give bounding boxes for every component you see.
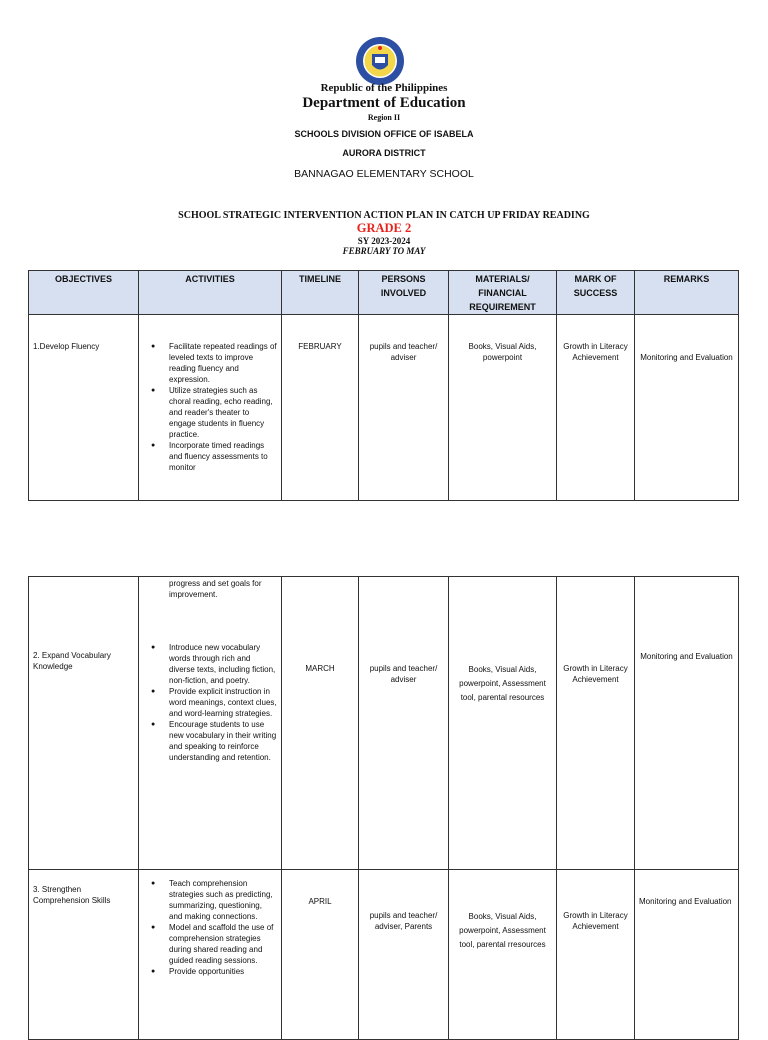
persons-cell: pupils and teacher/ adviser: [359, 315, 449, 501]
mark-cell: Growth in Literacy Achievement: [557, 577, 635, 870]
continuation-text: progress and set goals for improvement.: [169, 579, 262, 599]
department-heading: Department of Education: [302, 95, 466, 111]
region-heading: Region II: [367, 113, 401, 122]
activity-item: ● Facilitate repeated readings of leveled texts to improve reading fluency and expression.: [169, 341, 277, 385]
col-timeline: TIMELINE: [282, 271, 359, 315]
timeline-cell: APRIL: [282, 870, 359, 1040]
action-plan-table-page2: [28, 576, 739, 1040]
timeline-cell: MARCH: [282, 577, 359, 870]
activities-cell: [139, 577, 282, 870]
objective-cell: 3. Strengthen Comprehension Skills: [29, 870, 139, 1040]
col-remarks: REMARKS: [635, 271, 739, 315]
months-range: FEBRUARY TO MAY: [342, 246, 426, 256]
activities-cell: [139, 870, 282, 1040]
objective-cell: 1.Develop Fluency: [29, 315, 139, 501]
col-mark-of-success: MARK OF SUCCESS: [557, 271, 635, 315]
activity-item: ● Encourage students to use new vocabulary in their writing and speaking to reinforce understanding and retention.: [169, 719, 277, 763]
timeline-cell: FEBRUARY: [282, 315, 359, 501]
materials-cell: Books, Visual Aids, powerpoint: [449, 315, 557, 501]
plan-title: SCHOOL STRATEGIC INTERVENTION ACTION PLAN IN CATCH UP FRIDAY READING: [178, 210, 590, 221]
school-year: SY 2023-2024: [357, 236, 411, 246]
activities-cell: [139, 315, 282, 501]
division-heading: SCHOOLS DIVISION OFFICE OF ISABELA: [294, 129, 474, 139]
materials-cell: Books, Visual Aids, powerpoint, Assessment tool, parental resources: [449, 577, 557, 870]
materials-cell: Books, Visual Aids, powerpoint, Assessment tool, parental rresources: [449, 870, 557, 1040]
action-plan-table-page1: [28, 270, 739, 501]
republic-heading: Republic of the Philippines: [320, 82, 448, 94]
mark-cell: Growth in Literacy Achievement: [557, 870, 635, 1040]
activity-item: ● Provide opportunities: [169, 966, 277, 977]
grade-label: GRADE 2: [356, 221, 412, 235]
col-objectives: OBJECTIVES: [29, 271, 139, 315]
col-activities: ACTIVITIES: [139, 271, 282, 315]
activity-item: ● Model and scaffold the use of comprehension strategies during shared reading and guided reading sessions.: [169, 922, 277, 966]
col-materials: MATERIALS/ FINANCIAL REQUIREMENT: [449, 271, 557, 315]
activity-item: ● Utilize strategies such as choral reading, echo reading, and reader's theater to engage students in fluency practice.: [169, 385, 277, 440]
remarks-cell: Monitoring and Evaluation: [635, 315, 739, 501]
persons-cell: pupils and teacher/ adviser, Parents: [359, 870, 449, 1040]
table-row: [29, 315, 739, 501]
col-persons: PERSONS INVOLVED: [359, 271, 449, 315]
activity-item: ● Provide explicit instruction in word meanings, context clues, and word-learning strategies.: [169, 686, 277, 719]
table-header-row: [29, 271, 739, 315]
objective-cell: 2. Expand Vocabulary Knowledge: [29, 577, 139, 870]
activity-item: ● Introduce new vocabulary words through rich and diverse texts, including fiction, non-fiction, and poetry.: [169, 642, 277, 686]
remarks-cell: Monitoring and Evaluation: [635, 577, 739, 870]
deped-seal-logo: [355, 36, 405, 86]
remarks-cell: Monitoring and Evaluation: [635, 870, 739, 1040]
activity-item: ● Incorporate timed readings and fluency assessments to monitor: [169, 440, 277, 473]
school-heading: BANNAGAO ELEMENTARY SCHOOL: [294, 168, 474, 180]
persons-cell: pupils and teacher/ adviser: [359, 577, 449, 870]
table-row: [29, 577, 739, 870]
activity-item: ● Teach comprehension strategies such as predicting, summarizing, questioning, and making connections.: [169, 878, 277, 922]
mark-cell: Growth in Literacy Achievement: [557, 315, 635, 501]
table-row: [29, 870, 739, 1040]
district-heading: AURORA DISTRICT: [342, 148, 426, 158]
